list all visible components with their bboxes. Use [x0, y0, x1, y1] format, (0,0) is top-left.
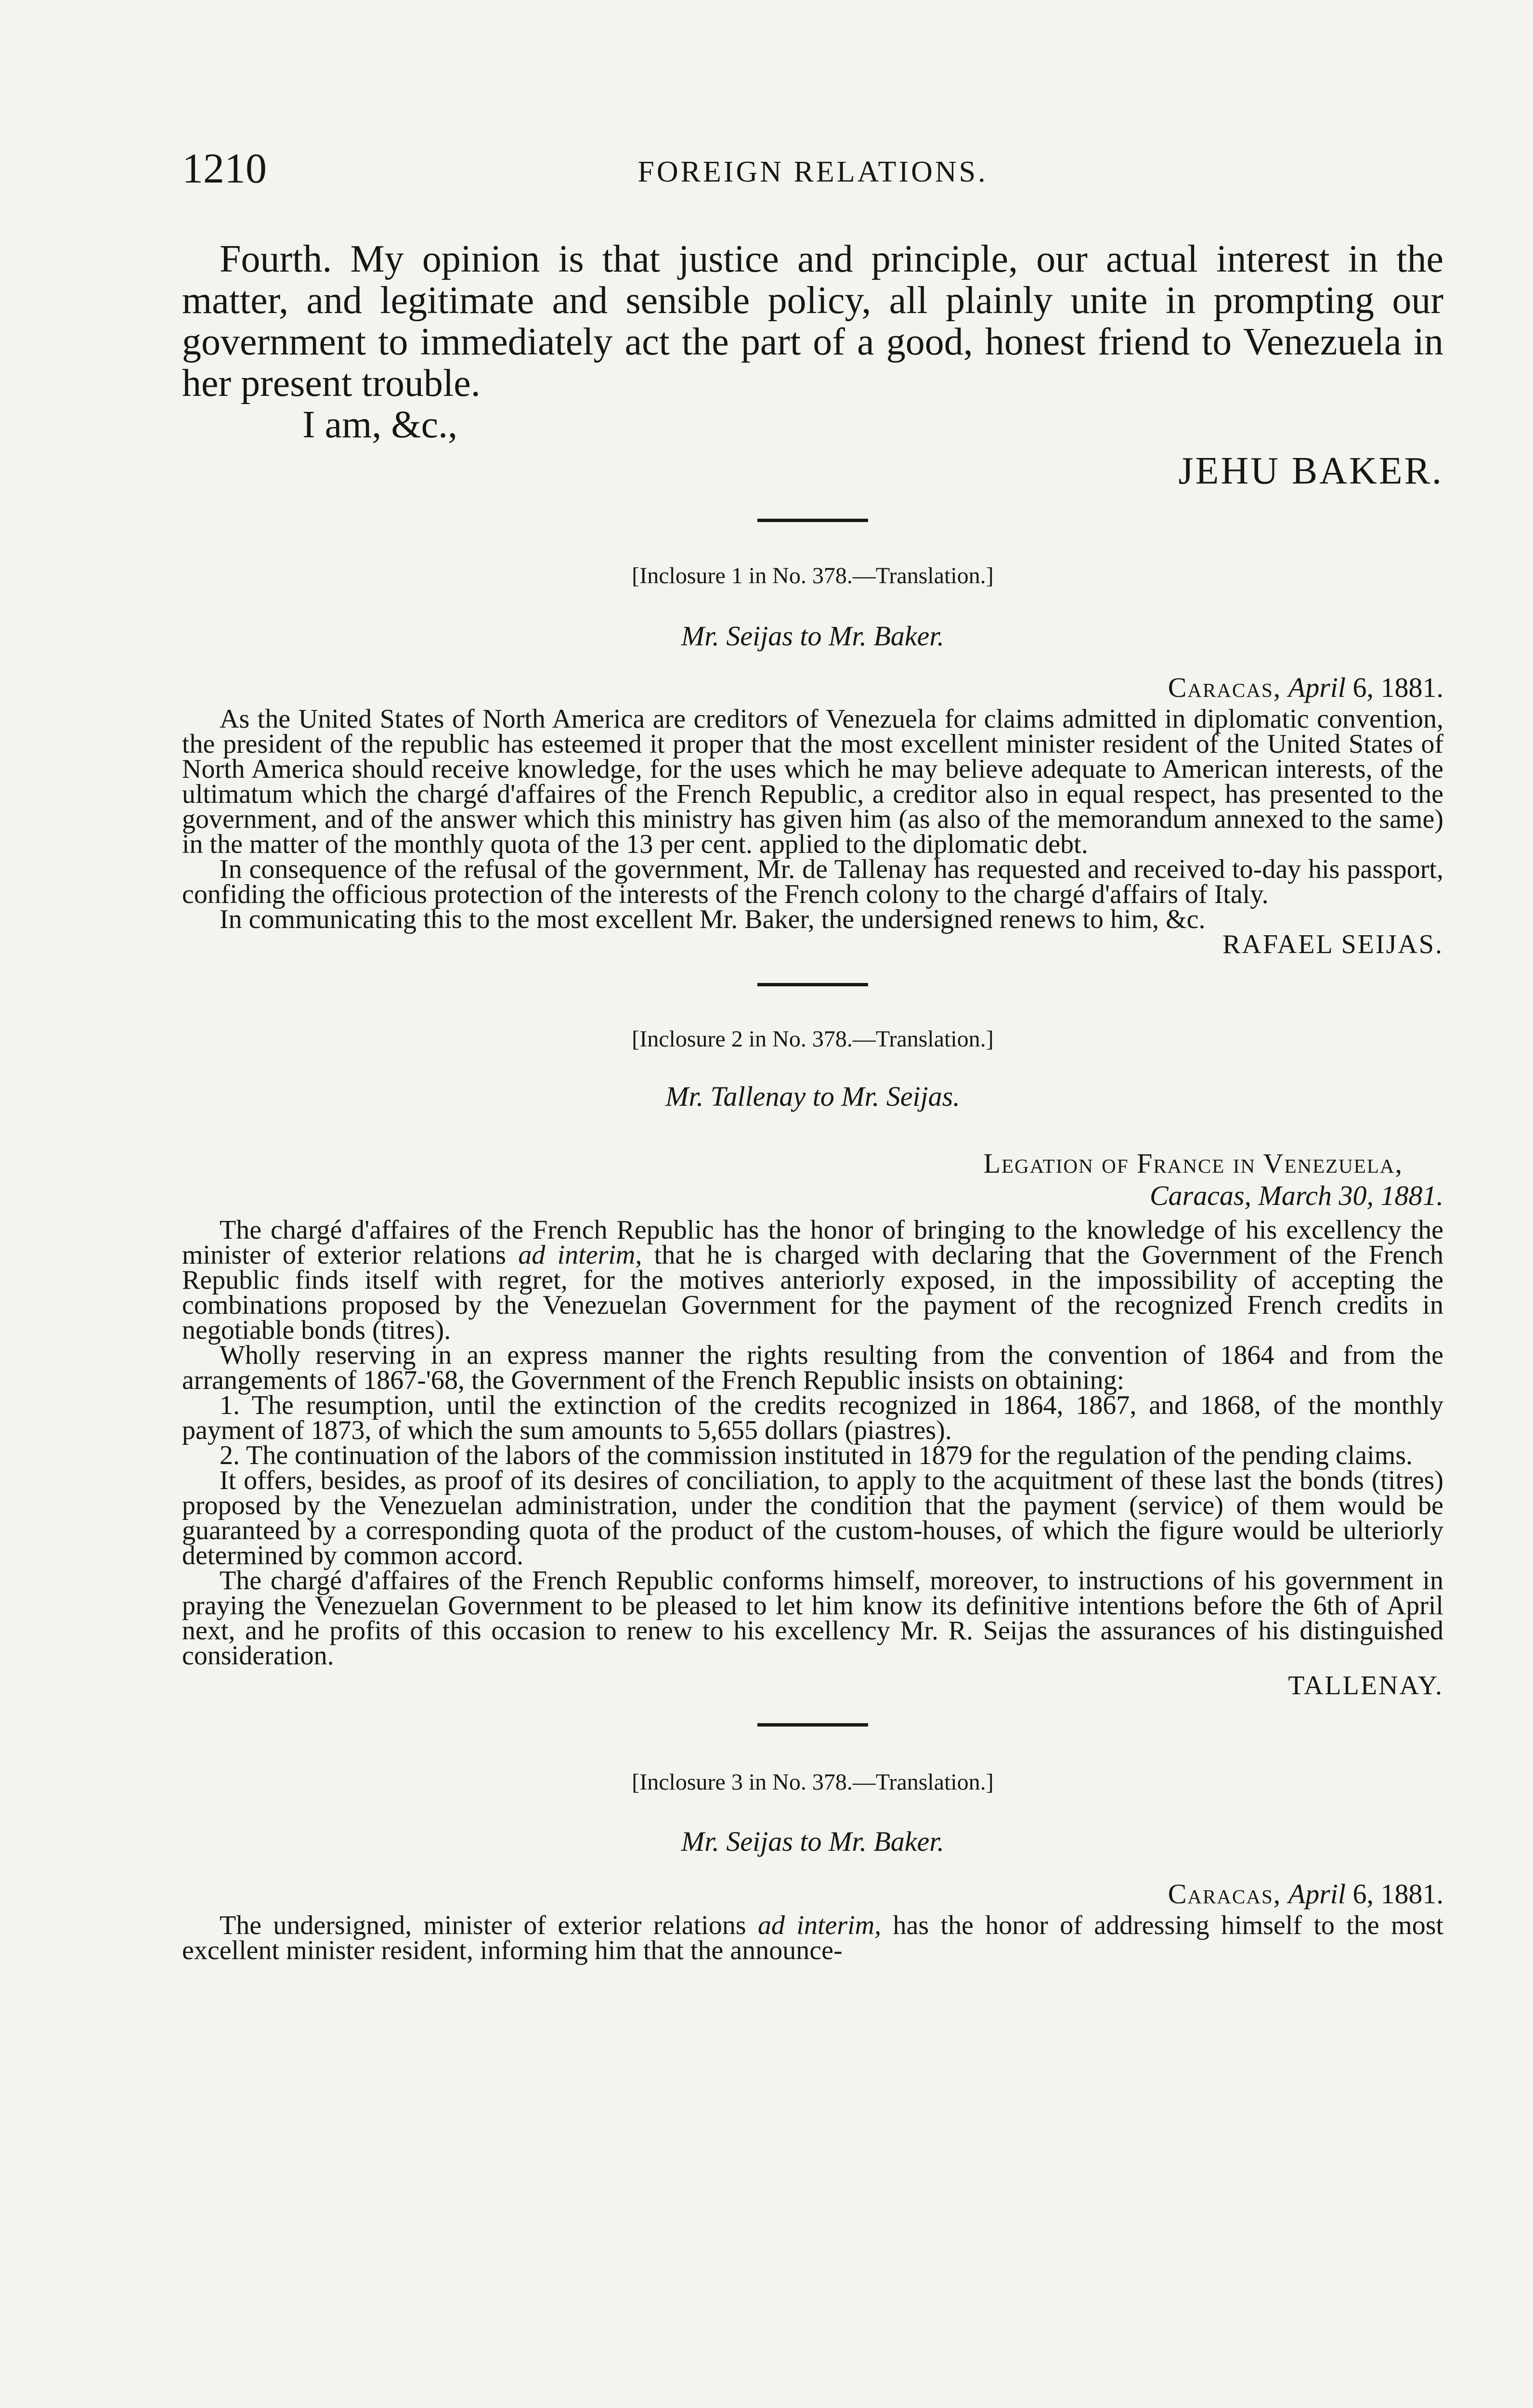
- inclosure3-city: Caracas,: [1168, 1878, 1282, 1910]
- inclosure1-year: 6, 1881.: [1352, 672, 1443, 703]
- inclosure3-paragraph-1: [182, 1913, 1443, 1963]
- inclosure2-p1-emphasis: ad interim,: [518, 1240, 642, 1270]
- inclosure3-month: April: [1288, 1878, 1346, 1910]
- section-divider: [757, 519, 868, 522]
- inclosure2-paragraph-1: [182, 1217, 1443, 1343]
- inclosure1-city: Caracas,: [1168, 672, 1282, 703]
- inclosure2-paragraph-2: Wholly reserving in an express manner the rights resulting from the convention of 1864 and from the arrangements of 1867-'68, the Government of the French Republic insists on obtaining:: [182, 1340, 1443, 1395]
- inclosure3-p1-emphasis: ad interim,: [758, 1911, 882, 1940]
- inclosure3-p1-text: The undersigned, minister of exterior relations: [220, 1911, 746, 1940]
- inclosure3-p1-rest: has the honor of addressing himself to the most excellent minister resident, informing him that the announce-: [182, 1911, 1444, 1965]
- inclosure3-place-date: [182, 1878, 1443, 1910]
- inclosure2-paragraph-6: The chargé d'affaires of the French Republic conforms himself, moreover, to instructions of his government in praying the Venezuelan Government to be pleased to let him know its definitive intentions before the 6th of April next, and he profits of this occasion to renew to his excellency Mr. R. Seijas the assurances of his distinguished consideration.: [182, 1566, 1443, 1671]
- inclosure1-paragraph-3: In communicating this to the most excellent Mr. Baker, the undersigned renews to him, &c.: [220, 904, 1206, 934]
- inclosure1-paragraph-1: As the United States of North America are creditors of Venezuela for claims admitted in diplomatic convention, the president of the republic has esteemed it proper that the most excellent minister resident of the United States of North America should receive knowledge, for the uses which he may believe adequate to American interests, of the ultimatum which the chargé d'affaires of the French Republic, a creditor also in equal respect, has presented to the government, and of the answer which this ministry has given him (as also of the memorandum annexed to the same) in the matter of the monthly quota of the 13 per cent. applied to the diplomatic debt.: [182, 704, 1443, 859]
- inclosure1-month: April: [1288, 672, 1346, 703]
- inclosure3-label: [Inclosure 3 in No. 378.—Translation.]: [632, 1769, 994, 1795]
- inclosure2-p1-rest: that he is charged with declaring that the Government of the French Republic finds itself with regret, for the motives anteriorly exposed, in the impossibility of accepting the combinations proposed by the Venezuelan Government for the payment of the recognized French credits in negotiable bonds (titres).: [182, 1240, 1444, 1345]
- inclosure1-title: Mr. Seijas to Mr. Baker.: [681, 620, 945, 652]
- inclosure2-place-line1: Legation of France in Venezuela,: [983, 1148, 1403, 1179]
- intro-signature: JEHU BAKER.: [1178, 450, 1443, 492]
- inclosure3-title: Mr. Seijas to Mr. Baker.: [681, 1826, 945, 1857]
- inclosure2-title: Mr. Tallenay to Mr. Seijas.: [665, 1081, 960, 1112]
- section-divider: [757, 983, 868, 986]
- inclosure2-p1-text: The chargé d'affaires of the French Republic has the honor of bringing to the knowledge of his excellency the minister of exterior relations: [182, 1215, 1443, 1270]
- inclosure1-label: [Inclosure 1 in No. 378.—Translation.]: [632, 563, 994, 589]
- page-header: [182, 144, 1443, 202]
- inclosure1-paragraph-2: In consequence of the refusal of the government, Mr. de Tallenay has requested and received to-day his passport, confiding the officious protection of the interests of the French colony to the chargé d'affairs of Italy.: [182, 854, 1443, 909]
- running-head: FOREIGN RELATIONS.: [637, 156, 988, 188]
- inclosure1-signature: RAFAEL SEIJAS.: [1222, 929, 1443, 959]
- inclosure2-place-line2: Caracas, March 30, 1881.: [1149, 1180, 1443, 1211]
- inclosure2-label: [Inclosure 2 in No. 378.—Translation.]: [632, 1026, 994, 1052]
- inclosure2-paragraph-3: 1. The resumption, until the extinction of the credits recognized in 1864, 1867, and 1868, of the monthly payment of 1873, of which the sum amounts to 5,655 dollars (piastres).: [182, 1390, 1443, 1445]
- inclosure2-signature: TALLENAY.: [1288, 1671, 1443, 1701]
- inclosure2-paragraph-5: It offers, besides, as proof of its desires of conciliation, to apply to the acquitment of these last the bonds (titres) proposed by the Venezuelan administration, under the condition that the payment (service) of them would be guaranteed by a corresponding quota of the product of the custom-houses, of which the figure would be ulteriorly determined by common accord.: [182, 1466, 1443, 1570]
- intro-paragraph: Fourth. My opinion is that justice and principle, our actual interest in the matter, and legitimate and sensible policy, all plainly unite in prompting our government to immediately act the part of a good, honest friend to Venezuela in her present trouble.: [182, 238, 1443, 405]
- inclosure1-place-date: [182, 671, 1443, 704]
- page-number: 1210: [182, 145, 267, 192]
- inclosure3-year: 6, 1881.: [1352, 1878, 1443, 1910]
- intro-closing: I am, &c.,: [302, 404, 458, 446]
- inclosure2-paragraph-4: 2. The continuation of the labors of the commission instituted in 1879 for the regulation of the pending claims.: [220, 1440, 1413, 1470]
- page-content: [182, 238, 1443, 1963]
- section-divider: [757, 1723, 868, 1727]
